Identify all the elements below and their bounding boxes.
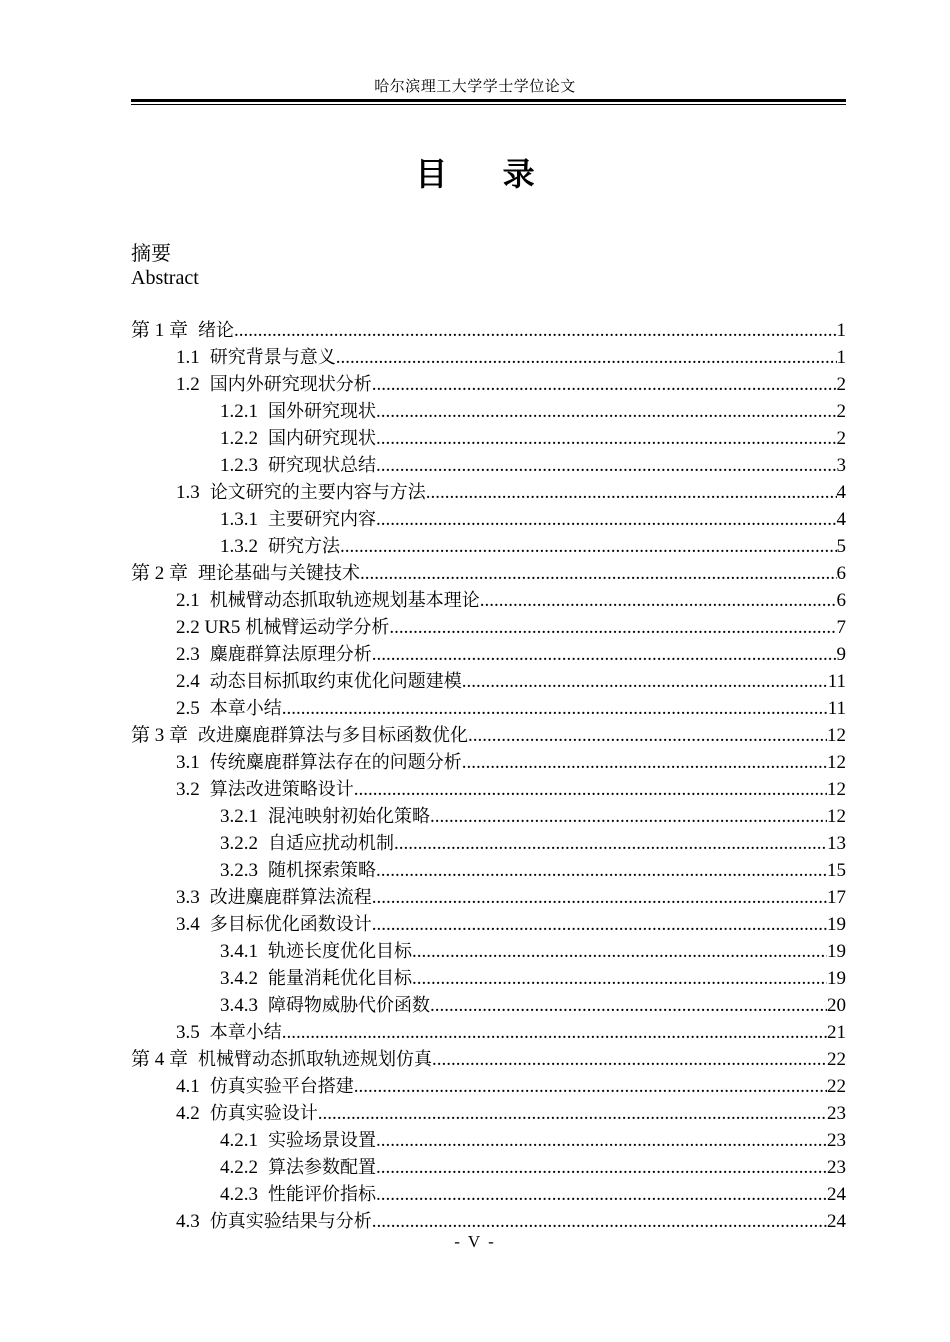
toc-entry[interactable] bbox=[220, 830, 846, 857]
toc-entry-label bbox=[176, 371, 372, 398]
toc-entry-title: 障碍物威胁代价函数 bbox=[268, 995, 430, 1016]
toc-entry[interactable] bbox=[176, 1073, 846, 1100]
toc-leader-dots bbox=[376, 425, 837, 452]
toc-entry-title: 国外研究现状 bbox=[268, 401, 376, 422]
toc-entry-label bbox=[220, 803, 430, 830]
toc-entry-label bbox=[220, 1181, 376, 1208]
toc-entry-title: 仿真实验平台搭建 bbox=[209, 1076, 354, 1097]
toc-leader-dots bbox=[376, 506, 837, 533]
toc-entry-number: 2.2 UR5 bbox=[176, 617, 241, 638]
toc-entry-number: 4.2.1 bbox=[220, 1130, 258, 1151]
toc-entry[interactable] bbox=[220, 1181, 846, 1208]
toc-leader-dots bbox=[394, 830, 827, 857]
toc-entry-title: 本章小结 bbox=[209, 1022, 282, 1043]
toc-entry-page: 11 bbox=[827, 698, 846, 719]
toc-leader-dots bbox=[372, 911, 827, 938]
toc-entry-page: 21 bbox=[827, 1022, 846, 1043]
toc-entry[interactable] bbox=[176, 911, 846, 938]
toc-entry-page: 19 bbox=[827, 968, 846, 989]
toc-entry-label bbox=[131, 1046, 432, 1073]
toc-entry-number: 3.4.2 bbox=[220, 968, 258, 989]
toc-entry-label bbox=[176, 1208, 372, 1235]
toc-entry-number: 4.2.2 bbox=[220, 1157, 258, 1178]
toc-entry[interactable] bbox=[176, 749, 846, 776]
toc-entry[interactable] bbox=[220, 533, 846, 560]
toc-entry[interactable] bbox=[220, 965, 846, 992]
toc-leader-dots bbox=[376, 452, 837, 479]
toc-entry-label bbox=[176, 1019, 282, 1046]
toc-entry-number: 1.2 bbox=[176, 374, 200, 395]
toc-entry-label bbox=[176, 776, 354, 803]
toc-entry-title: 自适应扰动机制 bbox=[268, 833, 394, 854]
toc-entry-number: 3.3 bbox=[176, 887, 200, 908]
toc-entry-title: 传统麋鹿群算法存在的问题分析 bbox=[209, 752, 462, 773]
toc-entry-label bbox=[220, 830, 394, 857]
toc-leader-dots bbox=[462, 668, 828, 695]
toc-entry-page: 13 bbox=[827, 833, 846, 854]
toc-entry-page: 22 bbox=[827, 1049, 846, 1070]
header-rule-thick bbox=[131, 99, 846, 102]
toc-entry-title: 动态目标抓取约束优化问题建模 bbox=[209, 671, 462, 692]
toc-entry-number: 3.4.1 bbox=[220, 941, 258, 962]
toc-entry-number: 3.2 bbox=[176, 779, 200, 800]
toc-entry-title: 论文研究的主要内容与方法 bbox=[209, 482, 426, 503]
toc-entry-page: 15 bbox=[827, 860, 846, 881]
toc-entry-page: 2 bbox=[836, 401, 846, 422]
toc-entry[interactable] bbox=[176, 1100, 846, 1127]
toc-entry-page: 4 bbox=[836, 482, 846, 503]
toc-entry-number: 2.4 bbox=[176, 671, 200, 692]
toc-entry-number: 4.3 bbox=[176, 1211, 200, 1232]
toc-entry[interactable] bbox=[176, 1208, 846, 1235]
toc-leader-dots bbox=[372, 1208, 827, 1235]
toc-entry[interactable] bbox=[176, 587, 846, 614]
toc-entry-page: 20 bbox=[827, 995, 846, 1016]
toc-entry-title: 机械臂动态抓取轨迹规划仿真 bbox=[198, 1049, 433, 1070]
toc-entry[interactable] bbox=[176, 344, 846, 371]
toc-entry-page: 17 bbox=[827, 887, 846, 908]
toc-entry-label bbox=[220, 452, 376, 479]
toc-entry-title: 研究现状总结 bbox=[268, 455, 376, 476]
toc-entry-label bbox=[131, 722, 468, 749]
toc-entry-page: 1 bbox=[836, 320, 846, 341]
toc-entry[interactable] bbox=[176, 776, 846, 803]
toc-leader-dots bbox=[430, 992, 827, 1019]
toc-entry-page: 5 bbox=[836, 536, 846, 557]
toc-entry-label bbox=[220, 857, 376, 884]
toc-leader-dots bbox=[336, 344, 837, 371]
toc-entry-label bbox=[176, 884, 372, 911]
toc-entry-label bbox=[220, 992, 430, 1019]
toc-leader-dots bbox=[426, 479, 837, 506]
toc-leader-dots bbox=[376, 398, 837, 425]
toc-leader-dots bbox=[412, 938, 827, 965]
toc-entry[interactable] bbox=[131, 1046, 846, 1073]
toc-entry-page: 9 bbox=[836, 644, 846, 665]
toc-entry-label bbox=[176, 344, 336, 371]
toc-entry-title: 改进麋鹿群算法与多目标函数优化 bbox=[198, 725, 469, 746]
toc-entry-label bbox=[176, 614, 389, 641]
toc-entry[interactable] bbox=[131, 317, 846, 344]
toc-entry-number: 1.2.3 bbox=[220, 455, 258, 476]
toc-entry-title: 国内研究现状 bbox=[268, 428, 376, 449]
toc-leader-dots bbox=[340, 533, 837, 560]
toc-entry[interactable] bbox=[220, 506, 846, 533]
toc-leader-dots bbox=[360, 560, 836, 587]
header-rule-thin bbox=[131, 104, 846, 105]
toc-entry-page: 6 bbox=[836, 563, 846, 584]
toc-entry-title: 实验场景设置 bbox=[268, 1130, 376, 1151]
toc-entry[interactable] bbox=[220, 857, 846, 884]
toc-entry-title: 理论基础与关键技术 bbox=[198, 563, 361, 584]
toc-leader-dots bbox=[462, 749, 827, 776]
toc-entry-title: 算法改进策略设计 bbox=[209, 779, 354, 800]
toc-entry-page: 3 bbox=[836, 455, 846, 476]
toc-leader-dots bbox=[376, 1154, 827, 1181]
toc-entry-label bbox=[220, 938, 412, 965]
page-title: 目 录 bbox=[415, 155, 557, 193]
toc-leader-dots bbox=[354, 776, 827, 803]
toc-entry-page: 4 bbox=[836, 509, 846, 530]
toc-entry-title: 研究方法 bbox=[268, 536, 340, 557]
toc-entry-page: 2 bbox=[836, 374, 846, 395]
toc-entry-label bbox=[176, 479, 426, 506]
toc-entry[interactable] bbox=[220, 1127, 846, 1154]
toc-entry-label bbox=[176, 911, 372, 938]
toc-leader-dots bbox=[468, 722, 827, 749]
toc-leader-dots bbox=[376, 1181, 827, 1208]
toc-entry-label bbox=[176, 1073, 354, 1100]
toc-entry-title: 麋鹿群算法原理分析 bbox=[209, 644, 372, 665]
toc-entry-label bbox=[176, 587, 480, 614]
toc-leader-dots bbox=[376, 857, 827, 884]
toc-entry-title: 主要研究内容 bbox=[268, 509, 376, 530]
toc-entry-page: 19 bbox=[827, 914, 846, 935]
toc-entry-number: 3.5 bbox=[176, 1022, 200, 1043]
toc-leader-dots bbox=[318, 1100, 827, 1127]
toc-entry-page: 12 bbox=[827, 752, 846, 773]
toc-entry-title: 轨迹长度优化目标 bbox=[268, 941, 412, 962]
toc-entry-number: 4.1 bbox=[176, 1076, 200, 1097]
toc-entry-label bbox=[131, 560, 360, 587]
toc-entry-number: 3.2.2 bbox=[220, 833, 258, 854]
toc-leader-dots bbox=[282, 1019, 827, 1046]
toc-entry-title: 本章小结 bbox=[209, 698, 282, 719]
toc-entry-label bbox=[176, 749, 462, 776]
toc-entry-page: 2 bbox=[836, 428, 846, 449]
toc-entry-label bbox=[220, 1154, 376, 1181]
toc-entry-title: 随机探索策略 bbox=[268, 860, 376, 881]
toc-entry[interactable] bbox=[176, 695, 846, 722]
toc-entry-page: 24 bbox=[827, 1184, 846, 1205]
toc-entry[interactable] bbox=[176, 884, 846, 911]
toc-entry[interactable] bbox=[220, 425, 846, 452]
toc-entry-page: 24 bbox=[827, 1211, 846, 1232]
toc-entry-title: 研究背景与意义 bbox=[209, 347, 336, 368]
toc-entry-title: 性能评价指标 bbox=[268, 1184, 376, 1205]
toc-entry[interactable] bbox=[220, 398, 846, 425]
toc-entry-number: 1.1 bbox=[176, 347, 200, 368]
toc-entry-page: 19 bbox=[827, 941, 846, 962]
toc-entry-label bbox=[220, 398, 376, 425]
toc-entry-page: 23 bbox=[827, 1130, 846, 1151]
toc-leader-dots bbox=[412, 965, 827, 992]
toc-entry-page: 7 bbox=[836, 617, 846, 638]
toc-entry-number: 第 4 章 bbox=[131, 1049, 189, 1070]
toc-entry-title: 多目标优化函数设计 bbox=[209, 914, 372, 935]
toc-entry-number: 1.2.1 bbox=[220, 401, 258, 422]
toc-entry-number: 第 1 章 bbox=[131, 320, 189, 341]
toc-entry-title: 混沌映射初始化策略 bbox=[268, 806, 430, 827]
toc-leader-dots bbox=[389, 614, 836, 641]
toc-entry[interactable] bbox=[176, 668, 846, 695]
toc-entry[interactable] bbox=[220, 803, 846, 830]
toc-leader-dots bbox=[372, 641, 837, 668]
toc-entry-label bbox=[176, 695, 282, 722]
toc-entry-number: 3.4 bbox=[176, 914, 200, 935]
toc-entry-number: 3.2.3 bbox=[220, 860, 258, 881]
toc-entry-number: 4.2 bbox=[176, 1103, 200, 1124]
toc-entry[interactable] bbox=[220, 938, 846, 965]
toc-entry-number: 2.1 bbox=[176, 590, 200, 611]
toc-entry-number: 3.2.1 bbox=[220, 806, 258, 827]
toc-entry[interactable] bbox=[220, 452, 846, 479]
toc-leader-dots bbox=[430, 803, 827, 830]
toc-entry-label bbox=[176, 641, 372, 668]
toc-leader-dots bbox=[372, 884, 827, 911]
toc-entry[interactable] bbox=[131, 722, 846, 749]
running-header: 哈尔滨理工大学学士学位论文 bbox=[374, 79, 576, 95]
toc-entry-label bbox=[220, 425, 376, 452]
toc-entry[interactable] bbox=[220, 992, 846, 1019]
toc-entry-number: 1.3 bbox=[176, 482, 200, 503]
toc-entry-number: 第 3 章 bbox=[131, 725, 189, 746]
toc-entry-number: 2.5 bbox=[176, 698, 200, 719]
toc-entry-number: 1.3.2 bbox=[220, 536, 258, 557]
toc-entry-number: 4.2.3 bbox=[220, 1184, 258, 1205]
toc-entry-page: 11 bbox=[827, 671, 846, 692]
toc-entry-page: 12 bbox=[827, 779, 846, 800]
toc-leader-dots bbox=[480, 587, 837, 614]
toc-entry-title: 仿真实验设计 bbox=[209, 1103, 318, 1124]
toc-entry-number: 1.3.1 bbox=[220, 509, 258, 530]
toc-entry-abstract-zh[interactable]: 摘要 bbox=[131, 241, 171, 265]
toc-entry-label bbox=[220, 965, 412, 992]
toc-entry-page: 12 bbox=[827, 806, 846, 827]
toc-entry-number: 2.3 bbox=[176, 644, 200, 665]
toc-entry[interactable] bbox=[176, 1019, 846, 1046]
toc-entry[interactable] bbox=[176, 479, 846, 506]
toc-entry-label bbox=[220, 1127, 376, 1154]
toc-leader-dots bbox=[354, 1073, 827, 1100]
toc-entry-title: 改进麋鹿群算法流程 bbox=[209, 887, 372, 908]
toc-entry-number: 第 2 章 bbox=[131, 563, 189, 584]
toc-entry-title: 机械臂运动学分析 bbox=[245, 617, 390, 638]
toc-entry-title: 算法参数配置 bbox=[268, 1157, 376, 1178]
toc-leader-dots bbox=[376, 1127, 827, 1154]
toc-entry-title: 能量消耗优化目标 bbox=[268, 968, 412, 989]
toc-leader-dots bbox=[234, 317, 836, 344]
toc-entry-label bbox=[131, 317, 234, 344]
toc-entry-label bbox=[176, 668, 462, 695]
toc-entry-page: 1 bbox=[836, 347, 846, 368]
toc-entry-page: 22 bbox=[827, 1076, 846, 1097]
toc-entry-page: 23 bbox=[827, 1103, 846, 1124]
toc-entry-page: 23 bbox=[827, 1157, 846, 1178]
toc-entry[interactable] bbox=[176, 371, 846, 398]
page-number: - V - bbox=[454, 1232, 496, 1251]
toc-entry[interactable] bbox=[176, 614, 846, 641]
toc-entry[interactable] bbox=[131, 560, 846, 587]
toc-entry-title: 绪论 bbox=[198, 320, 235, 341]
toc-entry[interactable] bbox=[176, 641, 846, 668]
toc-entry-label bbox=[220, 506, 376, 533]
toc-leader-dots bbox=[282, 695, 828, 722]
toc-entry-page: 12 bbox=[827, 725, 846, 746]
toc-entry-abstract-en[interactable]: Abstract bbox=[131, 267, 199, 289]
toc-entry-title: 国内外研究现状分析 bbox=[209, 374, 372, 395]
toc-entry-label bbox=[176, 1100, 318, 1127]
toc-entry-title: 机械臂动态抓取轨迹规划基本理论 bbox=[209, 590, 480, 611]
toc-entry-label bbox=[220, 533, 340, 560]
toc-leader-dots bbox=[432, 1046, 827, 1073]
toc-entry-title: 仿真实验结果与分析 bbox=[209, 1211, 372, 1232]
toc-entry[interactable] bbox=[220, 1154, 846, 1181]
toc-entry-number: 3.4.3 bbox=[220, 995, 258, 1016]
toc-entry-number: 1.2.2 bbox=[220, 428, 258, 449]
toc-leader-dots bbox=[372, 371, 837, 398]
toc-entry-number: 3.1 bbox=[176, 752, 200, 773]
toc-entry-page: 6 bbox=[836, 590, 846, 611]
